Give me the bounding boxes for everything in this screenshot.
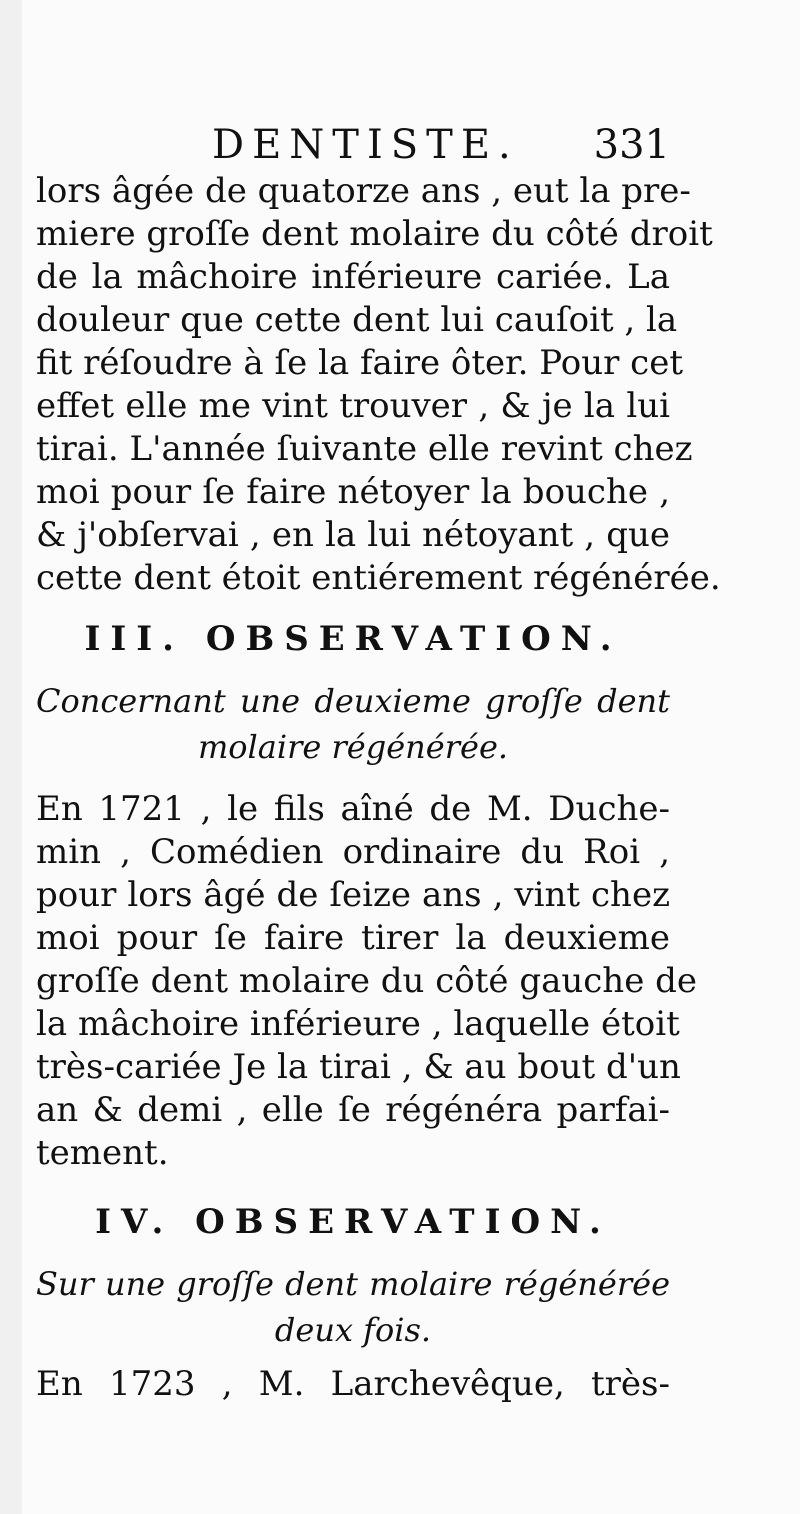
- text-line: & j'obſervai , en la lui nétoyant , que: [36, 515, 670, 555]
- text-line: fit réſoudre à ſe la faire ôter. Pour cet: [36, 343, 684, 383]
- section-subtitle-4-line-2: deux fois.: [274, 1311, 432, 1349]
- text-line: En 1721 , le fils aîné de M. Duche-: [36, 789, 670, 829]
- text-line: moi pour ſe faire nétoyer la bouche ,: [36, 472, 670, 512]
- text-line: de la mâchoire inférieure cariée. La: [36, 257, 670, 297]
- text-line: min , Comédien ordinaire du Roi ,: [36, 832, 670, 872]
- text-line: lors âgée de quatorze ans , eut la pre-: [36, 171, 691, 211]
- paragraph-1: [36, 170, 721, 600]
- text-line: En 1723 , M. Larchevêque, très-: [36, 1364, 670, 1404]
- text-line: effet elle me vint trouver , & je la lui: [36, 386, 670, 426]
- section-subtitle-3-line-2: molaire régénérée.: [197, 728, 509, 766]
- paragraph-section-3: [36, 788, 698, 1175]
- section-subtitle-4-line-1: Sur une groſſe dent molaire régénérée: [36, 1265, 670, 1303]
- section-heading-3: III. OBSERVATION.: [84, 619, 622, 659]
- page-header: [22, 122, 800, 172]
- text-line: pour lors âgé de ſeize ans , vint chez: [36, 875, 670, 915]
- page-number: 331: [593, 122, 670, 168]
- text-line: miere groſſe dent molaire du côté droit: [36, 214, 713, 254]
- text-line: cette dent étoit entiérement régénérée.: [36, 558, 721, 598]
- text-line: douleur que cette dent lui cauſoit , la: [36, 300, 678, 340]
- text-line: an & demi , elle ſe régénéra parfai-: [36, 1090, 670, 1130]
- page-text: [36, 170, 721, 1406]
- text-line: moi pour ſe faire tirer la deuxieme: [36, 918, 670, 958]
- text-line: très-cariée Je la tirai , & au bout d'un: [36, 1047, 681, 1087]
- paragraph-section-4: [36, 1363, 670, 1406]
- running-title: DENTISTE.: [212, 122, 519, 168]
- text-line: groſſe dent molaire du côté gauche de: [36, 961, 698, 1001]
- text-line: la mâchoire inférieure , laquelle étoit: [36, 1004, 680, 1044]
- section-heading-4: IV. OBSERVATION.: [95, 1202, 611, 1242]
- text-line: tirai. L'année ſuivante elle revint chez: [36, 429, 693, 469]
- section-subtitle-3-line-1: Concernant une deuxieme groſſe dent: [36, 682, 670, 720]
- text-line: tement.: [36, 1133, 169, 1173]
